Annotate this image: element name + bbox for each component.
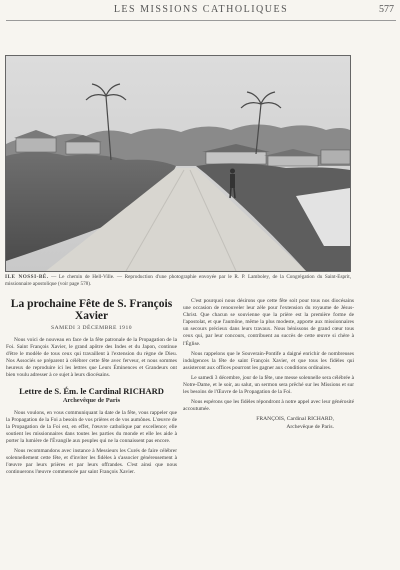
body-paragraph: C'est pourquoi nous désirons que cette fête soit pour tous nos diocésains une occasion de renouveler leur zèle pour l'extension du royaume de Jésus-Christ. Que chacun se souvienne que la prière est la première forme de l'apostolat, et que l'aumône, même la plus modeste, apporte aux missionnaires un secours précieux dans leurs travaux. Nous bénissons de grand cœur tous ceux qui, par leur concours, contribuent au succès de cette œuvre si chère à l'Église. [183,298,354,347]
letter-subtitle: Archevêque de Paris [62,396,121,404]
signature-name: FRANÇOIS, Cardinal RICHARD, [256,416,334,423]
body-paragraph: Le samedi 3 décembre, jour de la fête, une messe solennelle sera célébrée à Notre-Dame, et le soir, au salut, un sermon sera prêché sur les Missions et sur les besoins de l'Œuvre de la Propagation de la Foi. [183,374,354,396]
page-number: 577 [379,4,394,15]
article-title: La prochaine Fête de S. François Xavier [10,298,173,322]
signature-title: Archevêque de Paris. [286,423,334,430]
article-date: SAMEDI 3 DÉCEMBRE 1910 [50,325,133,331]
letter-paragraph: Nous recommandons avec instance à Messieurs les Curés de faire célébrer solennellement cette fête, et d'inviter les fidèles à s'associer généreusement à l'œuvre par leurs prières et par leurs offrandes. C'est ainsi que nous continuerons l'œuvre commencée par saint François Xavier. [6,448,177,476]
body-paragraph: Nous rappelons que le Souverain-Pontife a daigné enrichir de nombreuses indulgences la fête de saint François Xavier, et que tous les fidèles qui assisteront aux offices pourront les gagner aux conditions ordinaires. [183,350,354,371]
right-column [183,298,354,431]
caption-lead: ILE NOSSI-BÉ. [5,274,49,280]
body-paragraph: Nous espérons que les fidèles répondront à notre appel avec leur générosité accoutumée. [183,399,354,413]
letter-paragraph: Nous voulons, en vous communiquant la date de la fête, vous rappeler que la Propagation de la Foi a besoin de vos prières et de vos aumônes. L'œuvre de la Propagation de la Foi est, en effet, l'œuvre catholique par excellence; elle soutient les missionnaires dans toutes les parties du monde et elle les aide à porter la lumière de l'Évangile aux peuples qui ne la connaissent pas encore. [6,409,177,444]
journal-title: LES MISSIONS CATHOLIQUES [113,4,289,15]
engraving-photo [5,55,351,272]
signature-block [183,416,354,431]
running-header [6,2,396,21]
letter-title: Lettre de S. Ém. le Cardinal RICHARD [19,385,164,396]
photo-caption [5,274,351,288]
photo-illustration [6,56,350,271]
intro-paragraph: Nous voici de nouveau en face de la fête patronale de la Propagation de la Foi. Saint François Xavier, le grand apôtre des Indes et du Japon, continue d'être le modèle de tous ceux qui travaillent à l'extension du règne de Dieu. Nos Associés se préparent à célébrer cette fête avec ferveur, et nous sommes heureux de reproduire ici les lettres que Leurs Éminences et Grandeurs ont bien voulu adresser à ce sujet à leurs diocésains. [6,337,177,379]
caption-text: — Le chemin de Hell-Ville. — Reproduction d'une photographie envoyée par le R. P. Lamboley, de la Congrégation du Saint-Esprit, missionnaire apostolique (voir page 578). [5,274,351,287]
left-column [6,298,177,479]
